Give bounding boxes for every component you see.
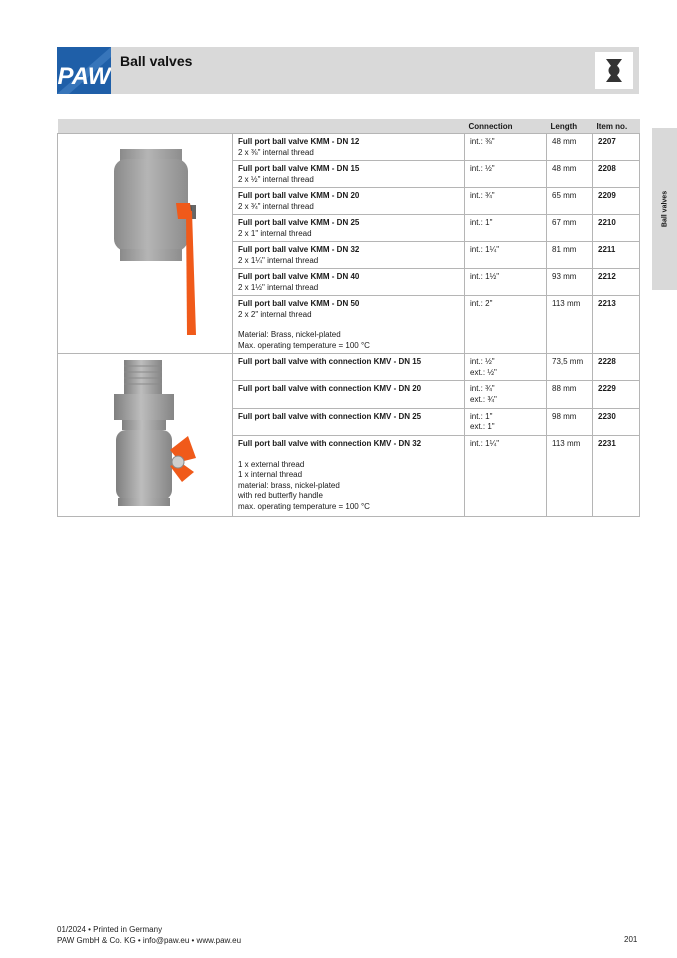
product-detail: 2 x ⅜" internal thread <box>238 147 314 157</box>
connection: int.: 2" <box>470 299 493 308</box>
footer <box>57 924 241 946</box>
length: 48 mm <box>547 161 593 188</box>
product-table <box>57 119 640 517</box>
length: 73,5 mm <box>547 354 593 381</box>
item-no: 2228 <box>593 354 640 381</box>
length: 65 mm <box>547 188 593 215</box>
product-note: Material: Brass, nickel-plated <box>238 330 341 339</box>
paw-logo <box>57 47 111 94</box>
header-item-no: Item no. <box>593 119 640 134</box>
header-length: Length <box>547 119 593 134</box>
connection: int.: 1¼" <box>470 439 500 449</box>
product-name: Full port ball valve KMM - DN 40 <box>238 272 360 281</box>
header-description <box>233 119 465 134</box>
table-row <box>58 134 640 161</box>
item-no: 2229 <box>593 381 640 408</box>
length: 113 mm <box>547 436 593 516</box>
length: 93 mm <box>547 269 593 296</box>
page-title: Ball valves <box>120 53 193 69</box>
product-detail: 2 x ½" internal thread <box>238 174 314 184</box>
product-name: Full port ball valve with connection KMV - DN 32 <box>238 439 422 449</box>
connection: int.: ¾" <box>470 191 495 200</box>
page-header <box>111 47 639 94</box>
footer-contact: PAW GmbH & Co. KG • info@paw.eu • www.paw.eu <box>57 936 242 945</box>
product-detail: 2 x 1½" internal thread <box>238 282 319 292</box>
connection: int.: 1¼" <box>470 245 500 254</box>
product-note: Max. operating temperature = 100 °C <box>238 340 370 350</box>
connection: int.: 1½" <box>470 272 500 281</box>
product-note: material: brass, nickel-plated <box>238 480 340 490</box>
table-header-row <box>58 119 640 134</box>
product-name: Full port ball valve KMM - DN 32 <box>238 245 360 254</box>
connection: int.: ½" <box>470 357 495 366</box>
product-name: Full port ball valve with connection KMV - DN 25 <box>238 411 422 421</box>
header-image <box>58 119 233 134</box>
ball-valve-kmm-lever-image <box>58 134 233 354</box>
product-name: Full port ball valve KMM - DN 50 <box>238 299 360 308</box>
header-connection: Connection <box>465 119 547 134</box>
footer-print-info: 01/2024 • Printed in Germany <box>57 925 163 934</box>
table-row <box>58 354 640 381</box>
product-note: max. operating temperature = 100 °C <box>238 501 370 511</box>
connection: int.: ⅜" <box>470 137 495 146</box>
product-detail: 2 x 2" internal thread <box>238 309 312 319</box>
length: 67 mm <box>547 215 593 242</box>
connection: int.: ½" <box>470 164 495 173</box>
item-no: 2211 <box>593 242 640 269</box>
item-no: 2210 <box>593 215 640 242</box>
product-detail: 2 x ¾" internal thread <box>238 201 314 211</box>
product-detail: 2 x 1¼" internal thread <box>238 255 319 265</box>
item-no: 2207 <box>593 134 640 161</box>
ball-valve-kmv-butterfly-image <box>58 354 233 517</box>
item-no: 2231 <box>593 436 640 516</box>
product-name: Full port ball valve with connection KMV - DN 15 <box>238 357 422 366</box>
item-no: 2230 <box>593 408 640 435</box>
item-no: 2212 <box>593 269 640 296</box>
page-number: 201 <box>624 935 638 944</box>
product-name: Full port ball valve KMM - DN 12 <box>238 137 360 146</box>
product-name: Full port ball valve KMM - DN 20 <box>238 191 360 200</box>
connection: ext.: ¾" <box>470 394 497 404</box>
length: 88 mm <box>547 381 593 408</box>
length: 48 mm <box>547 134 593 161</box>
product-note: with red butterfly handle <box>238 491 323 501</box>
connection: int.: 1" <box>470 218 493 227</box>
length: 81 mm <box>547 242 593 269</box>
connection: ext.: ½" <box>470 367 497 377</box>
item-no: 2209 <box>593 188 640 215</box>
connection: int.: ¾" <box>470 384 495 394</box>
item-no: 2208 <box>593 161 640 188</box>
side-tab <box>652 128 677 290</box>
ball-valve-symbol-icon <box>595 52 633 89</box>
product-name: Full port ball valve KMM - DN 25 <box>238 218 360 227</box>
product-name: Full port ball valve with connection KMV - DN 20 <box>238 384 422 394</box>
length: 98 mm <box>547 408 593 435</box>
connection: ext.: 1" <box>470 422 495 432</box>
connection: int.: 1" <box>470 411 493 421</box>
item-no: 2213 <box>593 296 640 354</box>
logo-text: PAW <box>57 63 111 90</box>
length: 113 mm <box>547 296 593 354</box>
product-note: 1 x internal thread <box>238 470 303 480</box>
product-note: 1 x external thread <box>238 459 305 469</box>
product-detail: 2 x 1" internal thread <box>238 228 312 238</box>
side-tab-label: Ball valves <box>661 190 668 228</box>
product-name: Full port ball valve KMM - DN 15 <box>238 164 360 173</box>
